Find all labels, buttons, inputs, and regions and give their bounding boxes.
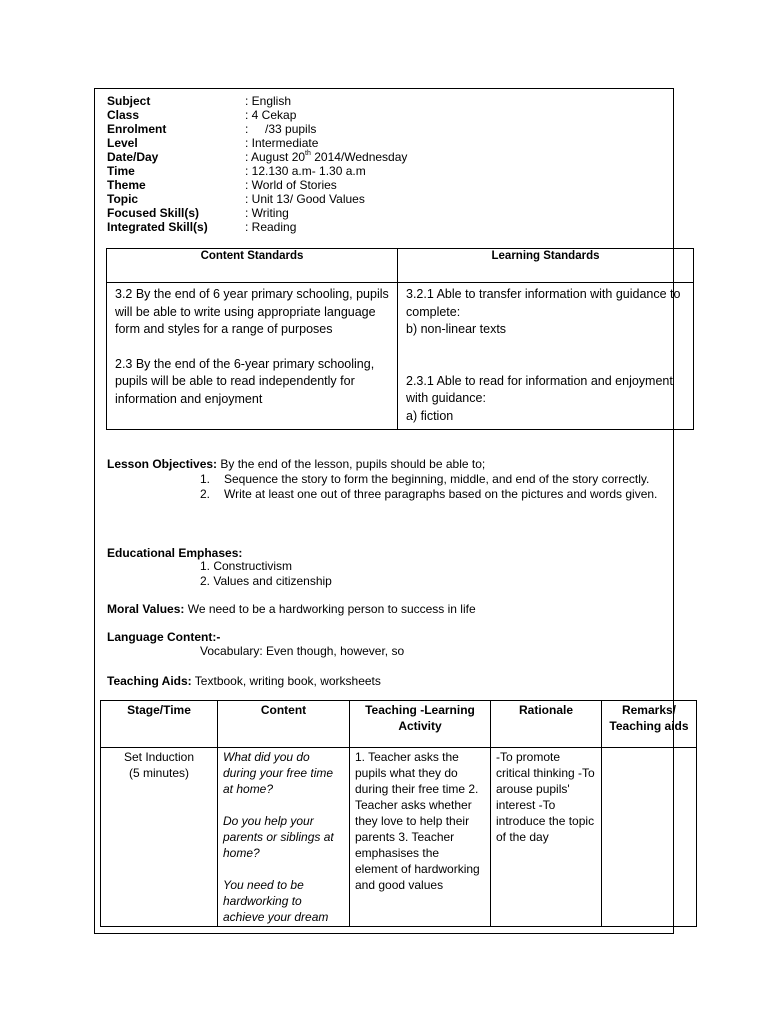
info-value: : /33 pupils (245, 122, 317, 136)
info-label: Date/Day (107, 150, 159, 164)
header-remarks: Remarks/ Teaching aids (602, 701, 697, 748)
content-standard-1: 3.2 By the end of 6 year primary schooling, pupils will be able to write using appropriate language form and styles for a range of purposes (115, 287, 389, 337)
info-row-focused-skill (107, 206, 407, 220)
info-row-enrolment (107, 122, 407, 136)
header-content: Content (218, 701, 350, 748)
standards-header-row (107, 249, 694, 283)
objective-number: 1. (200, 472, 211, 486)
objectives-intro: By the end of the lesson, pupils should be able to; (217, 457, 486, 471)
objectives-list (200, 472, 664, 501)
moral-values (107, 602, 476, 616)
content-standard-2: 2.3 By the end of the 6-year primary schooling, pupils will be able to read independently for information and enjoyment (115, 356, 375, 406)
info-row-class (107, 108, 407, 122)
content-standards-cell (107, 283, 398, 430)
info-value: : Reading (245, 220, 297, 234)
info-label: Focused Skill(s) (107, 206, 200, 220)
info-row-level (107, 136, 407, 150)
stage-duration: (5 minutes) (128, 766, 190, 780)
date-main: : August 20 (245, 150, 306, 164)
info-value (245, 150, 407, 164)
learning-standards-header: Learning Standards (398, 249, 694, 283)
stage-cell (101, 748, 218, 927)
header-rationale: Rationale (491, 701, 602, 748)
content-cell (218, 748, 350, 927)
info-value: : Intermediate (245, 136, 319, 150)
objective-number: 2. (200, 486, 211, 501)
learning-standards-cell (398, 283, 694, 430)
info-label: Enrolment (107, 122, 167, 136)
info-label: Level (107, 136, 138, 150)
plan-header-row (101, 701, 697, 748)
info-value: : Writing (245, 206, 289, 220)
content-standards-header: Content Standards (107, 249, 398, 283)
teaching-aids (107, 674, 381, 688)
content-statement: You need to be hardworking to achieve your dream (223, 878, 329, 924)
remarks-cell (602, 748, 697, 927)
list-item (200, 487, 664, 502)
lesson-plan-table (100, 700, 697, 927)
info-value: : Unit 13/ Good Values (245, 192, 365, 206)
standards-body-row (107, 283, 694, 430)
info-value: : World of Stories (245, 178, 337, 192)
learning-standard-2-item: a) fiction (406, 408, 454, 423)
standards-table (106, 248, 694, 430)
language-content-label: Language Content:- (107, 630, 221, 644)
aids-label: Teaching Aids: (107, 674, 192, 688)
moral-text: We need to be a hardworking person to success in life (184, 602, 476, 616)
date-suffix: th (305, 150, 311, 157)
header-activity: Teaching -Learning Activity (350, 701, 491, 748)
info-row-date (107, 150, 407, 164)
learning-standard-1-item: b) non-linear texts (406, 322, 507, 337)
aids-text: Textbook, writing book, worksheets (191, 674, 381, 688)
emphases-list (200, 559, 332, 588)
stage-name: Set Induction (123, 750, 195, 764)
list-item: 1. Constructivism (200, 559, 293, 573)
rationale-cell: -To promote critical thinking -To arouse pupils' interest -To introduce the topic of the day (491, 748, 602, 927)
info-value: : English (245, 94, 292, 108)
moral-label: Moral Values: (107, 602, 185, 616)
lesson-info (107, 94, 407, 234)
list-item: 2. Values and citizenship (200, 573, 332, 588)
lesson-objectives (107, 457, 485, 471)
content-question-1: What did you do during your free time at home? (223, 750, 334, 796)
language-vocabulary: Vocabulary: Even though, however, so (200, 644, 405, 658)
objectives-label: Lesson Objectives: (107, 457, 218, 471)
info-label: Theme (107, 178, 146, 192)
info-label: Topic (107, 192, 139, 206)
learning-standard-2: 2.3.1 Able to read for information and enjoyment with guidance: (406, 373, 673, 406)
objective-text: Write at least one out of three paragraphs based on the pictures and words given. (224, 486, 658, 501)
content-question-2: Do you help your parents or siblings at home? (223, 814, 334, 860)
info-value: : 4 Cekap (245, 108, 297, 122)
objective-text: Sequence the story to form the beginning, middle, and end of the story correctly. (224, 472, 650, 486)
header-stage-time: Stage/Time (101, 701, 218, 748)
info-label: Time (107, 164, 135, 178)
info-row-integrated-skill (107, 220, 407, 234)
info-label: Integrated Skill(s) (107, 220, 208, 234)
learning-standard-1: 3.2.1 Able to transfer information with guidance to complete: (406, 287, 681, 319)
list-item (200, 472, 664, 487)
table-row (101, 748, 697, 927)
activity-cell: 1. Teacher asks the pupils what they do during their free time 2. Teacher asks whether they love to help their parents 3. Teacher emphasises the element of hardworking and good values (350, 748, 491, 927)
info-row-theme (107, 178, 407, 192)
info-row-time (107, 164, 407, 178)
emphases-label: Educational Emphases: (107, 546, 243, 560)
info-label: Class (107, 108, 140, 122)
info-value: : 12.130 a.m- 1.30 a.m (245, 164, 366, 178)
info-row-topic (107, 192, 407, 206)
date-rest: 2014/Wednesday (310, 150, 408, 164)
info-label: Subject (107, 94, 151, 108)
info-row-subject (107, 94, 407, 108)
